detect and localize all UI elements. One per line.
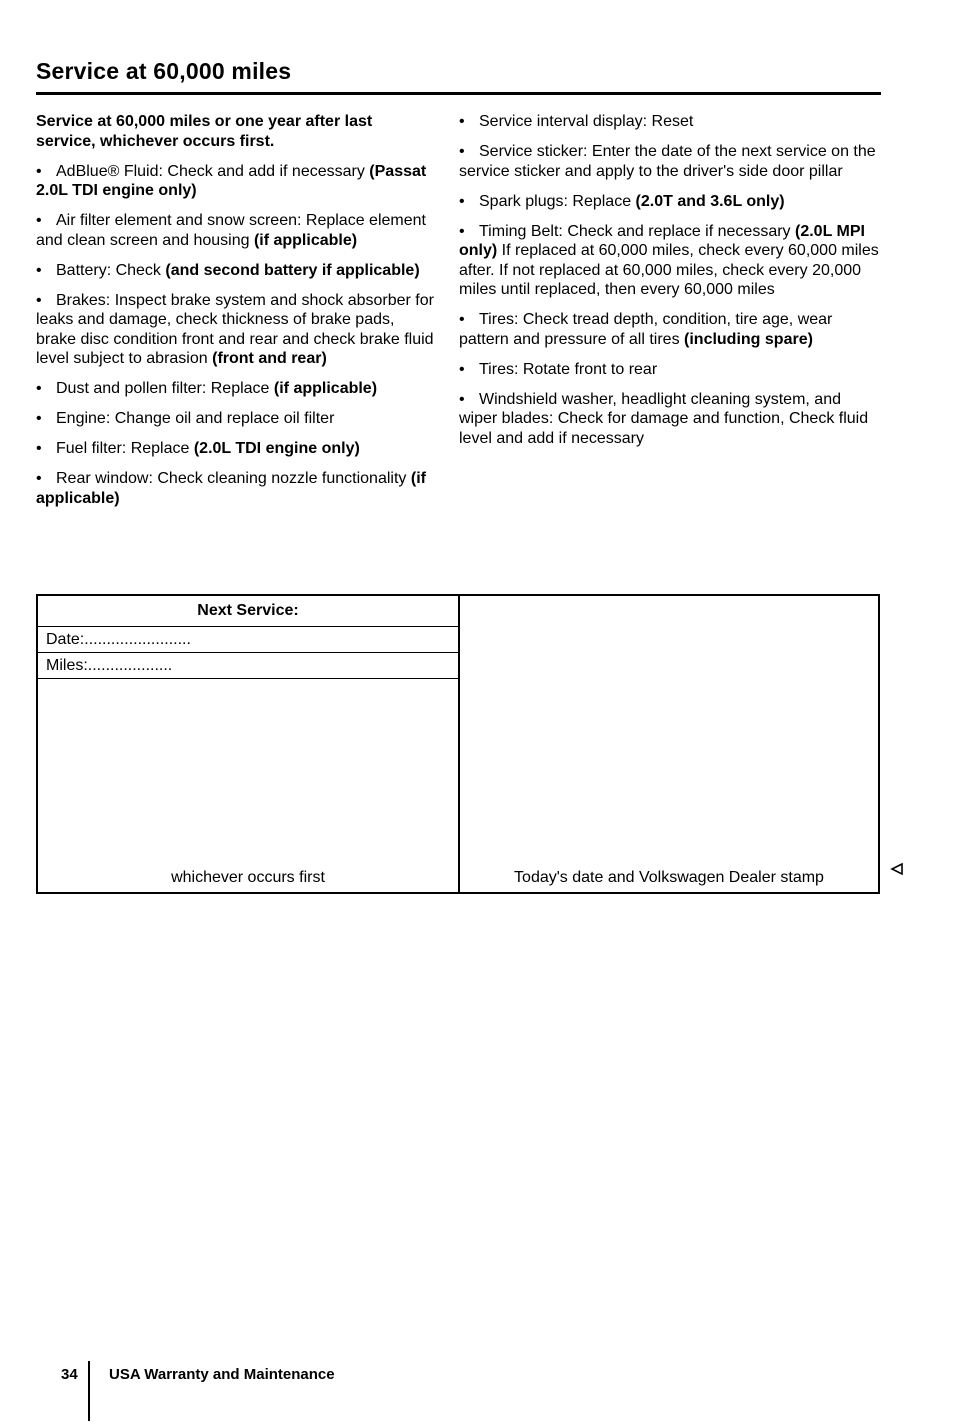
bullet-text: Brakes: Inspect brake system and shock absorber for leaks and damage, check thickness of brake pads, brake disc condition front and rear and check brake fluid level subject to abrasion [36, 291, 434, 367]
right-column [459, 112, 879, 459]
bullet-icon: • [459, 192, 465, 210]
bullet-text: Windshield washer, headlight cleaning system, and wiper blades: Check for damage and function, Check fluid level and add if necessary [459, 390, 869, 447]
bullet-icon: • [36, 410, 42, 427]
bullet-item [459, 192, 879, 212]
bullet-icon: • [36, 261, 42, 279]
bullet-text: Timing Belt: Check and replace if necessary [479, 222, 795, 240]
bullet-item [36, 162, 436, 201]
bullet-icon: • [459, 390, 465, 408]
bullet-qualifier: (if applicable) [273, 380, 378, 397]
bullet-icon: • [459, 360, 465, 378]
bullet-item [459, 142, 879, 181]
bullet-item [459, 112, 879, 132]
bullet-item [459, 360, 879, 380]
bullet-icon: • [36, 212, 42, 229]
dealer-stamp-label: Today's date and Volkswagen Dealer stamp [514, 869, 824, 886]
bullet-text: Rear window: Check cleaning nozzle functionality [56, 470, 411, 487]
right-items [459, 112, 879, 448]
bullet-text: Tires: Check tread depth, condition, tire age, wear pattern and pressure of all tires [459, 311, 833, 348]
bullet-icon: • [459, 311, 465, 328]
title-divider [36, 92, 881, 95]
intro-text: Service at 60,000 miles or one year after last service, whichever occurs first. [36, 113, 373, 150]
bullet-icon: • [459, 222, 465, 240]
next-service-heading: Next Service: [37, 595, 459, 627]
bullet-text: Service interval display: Reset [479, 113, 694, 130]
bullet-item [36, 261, 436, 281]
page-number: 34 [61, 1366, 78, 1383]
bullet-item [36, 379, 436, 399]
bullet-icon: • [36, 470, 42, 487]
left-column [36, 112, 436, 519]
bullet-qualifier: (including spare) [684, 330, 813, 348]
continue-triangle-icon [890, 862, 904, 876]
bullet-text: Fuel filter: Replace [56, 440, 194, 457]
bullet-text: Battery: Check [56, 261, 166, 279]
bullet-icon: • [36, 440, 42, 457]
blank-area [37, 679, 459, 858]
bullet-text: Air filter element and snow screen: Replace element and clean screen and housing [36, 212, 426, 249]
next-service-box [36, 594, 880, 894]
bullet-item [36, 409, 436, 429]
bullet-icon: • [459, 113, 465, 130]
bullet-item [36, 211, 436, 250]
footer-divider [88, 1361, 90, 1421]
bullet-qualifier: (Passat 2.0L TDI engine only) [36, 162, 427, 199]
bullet-text: Spark plugs: Replace [479, 192, 636, 210]
bullet-qualifier: (and second battery if applicable) [165, 261, 420, 279]
bullet-qualifier: (if applicable) [253, 231, 358, 249]
date-field: Date:........................ [37, 627, 459, 653]
bullet-item [36, 469, 436, 508]
left-items [36, 162, 436, 509]
bullet-icon: • [459, 143, 465, 160]
bullet-qualifier: (2.0T and 3.6L only) [635, 192, 785, 210]
bullet-qualifier: (if applicable) [36, 470, 426, 507]
bullet-note: If replaced at 60,000 miles, check every 60,000 miles after. If not replaced at 60,000 miles, check every 20,000 miles until replaced, then every 60,000 miles [459, 242, 879, 298]
bullet-qualifier: (2.0L TDI engine only) [193, 440, 360, 457]
bullet-text: Dust and pollen filter: Replace [56, 380, 274, 397]
bullet-item [459, 390, 879, 449]
bullet-text: Tires: Rotate front to rear [479, 360, 658, 378]
bullet-icon: • [36, 162, 42, 180]
bullet-icon: • [36, 380, 42, 397]
bullet-text: AdBlue® Fluid: Check and add if necessary [56, 162, 370, 180]
bullet-text: Service sticker: Enter the date of the next service on the service sticker and apply to the driver's side door pillar [459, 143, 876, 180]
bullet-text: Engine: Change oil and replace oil filter [56, 410, 335, 427]
bullet-qualifier: (front and rear) [212, 350, 327, 367]
bullet-item [459, 310, 879, 349]
bullet-icon: • [36, 291, 42, 309]
miles-field: Miles:................... [37, 653, 459, 679]
whichever-label: whichever occurs first [37, 857, 459, 893]
bullet-item [459, 222, 879, 300]
page-title: Service at 60,000 miles [36, 58, 292, 84]
bullet-item [36, 439, 436, 459]
bullet-item [36, 291, 436, 369]
bullet-qualifier: (2.0L MPI only) [459, 222, 865, 259]
footer-title: USA Warranty and Maintenance [109, 1366, 335, 1383]
